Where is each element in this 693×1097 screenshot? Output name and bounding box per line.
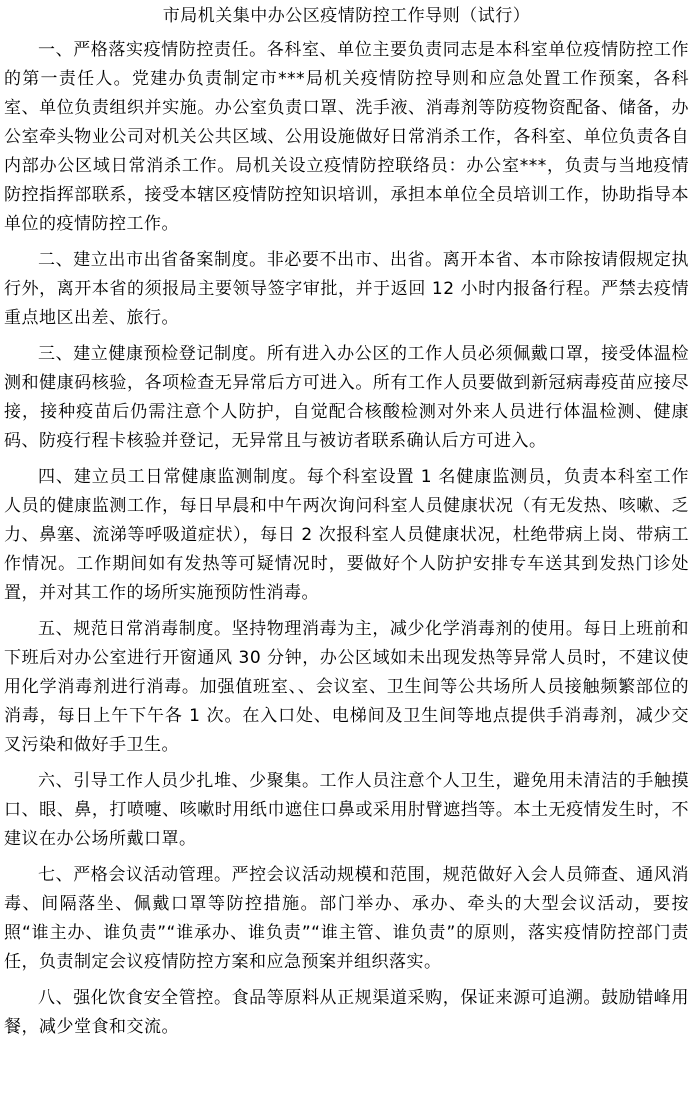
document-title: 市局机关集中办公区疫情防控工作导则（试行） [162, 6, 531, 26]
section-1-paragraph: 一、严格落实疫情防控责任。各科室、单位主要负责同志是本科室单位疫情防控工作的第一责任人。党建办负责制定市***局机关疫情防控导则和应急处置工作预案，各科室、单位负责组织并实施。办公室负责口罩、洗手液、消毒剂等防疫物资配备、储备，办公室牵头物业公司对机关公共区域、公用设施做好日常消杀工作，各科室、单位负责各自内部办公区域日常消杀工作。局机关设立疫情防控联络员：办公室***，负责与当地疫情防控指挥部联系，接受本辖区疫情防控知识培训，承担本单位全员培训工作，协助指导本单位的疫情防控工作。 [4, 40, 689, 234]
section-6-paragraph: 六、引导工作人员少扎堆、少聚集。工作人员注意个人卫生，避免用未清洁的手触摸口、眼、鼻，打喷嚏、咳嗽时用纸巾遮住口鼻或采用肘臂遮挡等。本土无疫情发生时，不建议在办公场所戴口罩。 [4, 771, 689, 849]
section-3-paragraph: 三、建立健康预检登记制度。所有进入办公区的工作人员必须佩戴口罩，接受体温检测和健康码核验，各项检查无异常后方可进入。所有工作人员要做到新冠病毒疫苗应接尽接，接种疫苗后仍需注意个人防护，自觉配合核酸检测对外来人员进行体温检测、健康码、防疫行程卡核验并登记，无异常且与被访者联系确认后方可进入。 [4, 344, 689, 451]
section-7-paragraph: 七、严格会议活动管理。严控会议活动规模和范围，规范做好入会人员筛查、通风消毒、间隔落坐、佩戴口罩等防控措施。部门举办、承办、牵头的大型会议活动，要按照“谁主办、谁负责”“谁承办、谁负责”“谁主管、谁负责”的原则，落实疫情防控部门责任，负责制定会议疫情防控方案和应急预案并组织落实。 [4, 865, 689, 972]
section-2-paragraph: 二、建立出市出省备案制度。非必要不出市、出省。离开本省、本市除按请假规定执行外，离开本省的须报局主要领导签字审批，并于返回 12 小时内报备行程。严禁去疫情重点地区出差、旅行。 [4, 250, 689, 328]
section-5-paragraph: 五、规范日常消毒制度。坚持物理消毒为主，减少化学消毒剂的使用。每日上班前和下班后对办公室进行开窗通风 30 分钟，办公区域如未出现发热等异常人员时，不建议使用化学消毒剂进行消毒。加强值班室、、会议室、卫生间等公共场所人员接触频繁部位的消毒，每日上午下午各 1 次。在入口处、电梯间及卫生间等地点提供手消毒剂，减少交叉污染和做好手卫生。 [4, 619, 689, 755]
section-4-paragraph: 四、建立员工日常健康监测制度。每个科室设置 1 名健康监测员，负责本科室工作人员的健康监测工作，每日早晨和中午两次询问科室人员健康状况（有无发热、咳嗽、乏力、鼻塞、流涕等呼吸道症状），每日 2 次报科室人员健康状况，杜绝带病上岗、带病工作情况。工作期间如有发热等可疑情况时，要做好个人防护安排专车送其到发热门诊处置，并对其工作的场所实施预防性消毒。 [4, 467, 689, 603]
section-8-paragraph: 八、强化饮食安全管控。食品等原料从正规渠道采购，保证来源可追溯。鼓励错峰用餐，减少堂食和交流。 [4, 988, 689, 1037]
